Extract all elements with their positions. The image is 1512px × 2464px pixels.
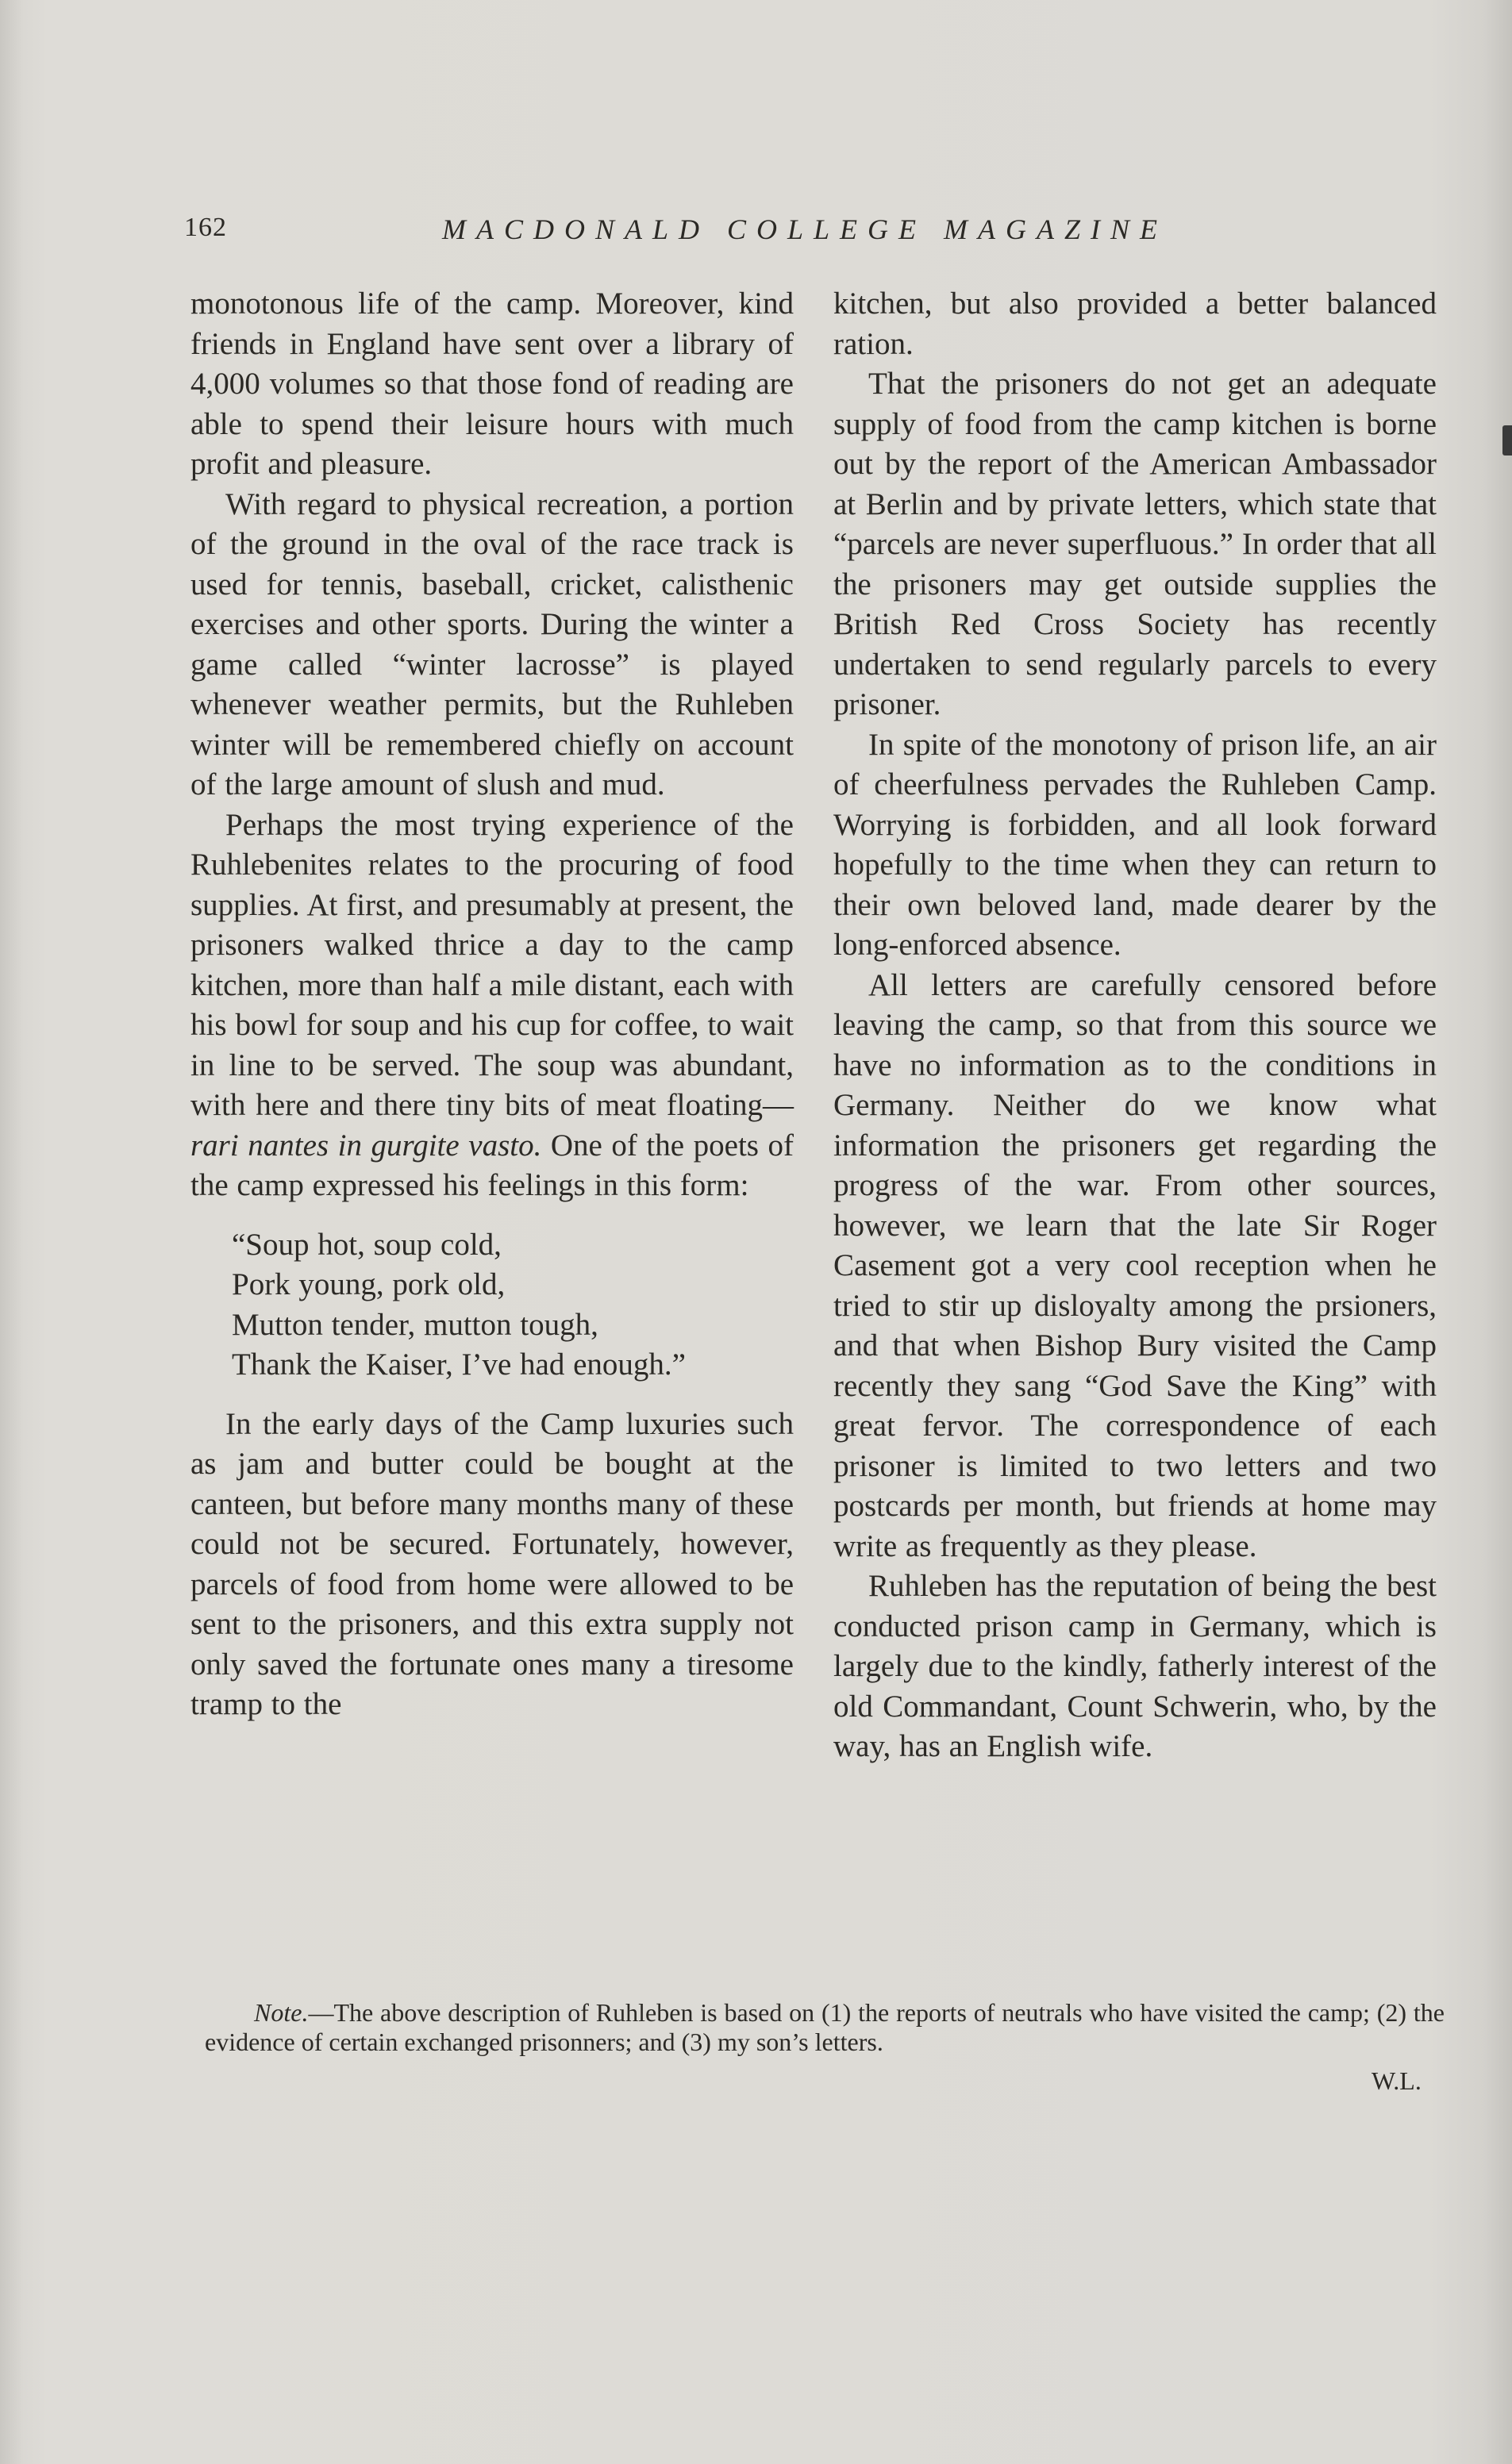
- right-paragraph-3: In spite of the monotony of prison life, an air of cheerfulness pervades the Ruhleben Camp. Worrying is forbidden, and all look forward hopefully to the time when they can return to their own beloved land, made dearer by the long-enforced absence.: [833, 727, 1437, 962]
- verse-line: Mutton tender, mutton tough,: [232, 1307, 598, 1342]
- right-paragraph-1: kitchen, but also provided a better balanced ration.: [833, 286, 1437, 361]
- left-paragraph-3-end: One of the poets of the camp expressed his feelings in this form:: [190, 1128, 794, 1202]
- page-header: [184, 213, 1208, 252]
- running-title: MACDONALD COLLEGE MAGAZINE: [442, 213, 1168, 245]
- page-edge-mark: [1502, 425, 1512, 456]
- left-column: [190, 284, 794, 1725]
- left-paragraph-2: With regard to physical recreation, a portion of the ground in the oval of the race track is used for tennis, baseball, cricket, calisthenic exercises and other sports. During the winter a game called “winter lacrosse” is played whenever weather permits, but the Ruhleben winter will be remembered chiefly on account of the large amount of slush and mud.: [190, 486, 794, 801]
- footnote: [205, 1998, 1445, 2057]
- verse-line: Thank the Kaiser, I’ve had enough.”: [232, 1347, 686, 1382]
- latin-quote: rari nantes in gurgite vasto.: [190, 1128, 542, 1163]
- footnote-text: —The above description of Ruhleben is based on (1) the reports of neutrals who have visited the camp; (2) the evidence of certain exchanged prisonners; and (3) my son’s letters.: [205, 1998, 1445, 2056]
- right-paragraph-5: Ruhleben has the reputation of being the best conducted prison camp in Germany, which is largely due to the kindly, fatherly interest of the old Commandant, Count Schwerin, who, by the way, has an English wife.: [833, 1569, 1437, 1763]
- right-column: [833, 284, 1437, 1767]
- left-paragraph-3-start: Perhaps the most trying experience of the Ruhlebenites relates to the procuring of food supplies. At first, and presumably at present, the prisoners walked thrice a day to the camp kitchen, more than half a mile distant, each with his bowl for soup and his cup for coffee, to wait in line to be served. The soup was abundant, with here and there tiny bits of meat floating—: [190, 807, 794, 1122]
- footnote-label: Note.: [254, 1998, 309, 2027]
- left-paragraph-3: [190, 805, 794, 1206]
- verse-line: “Soup hot, soup cold,: [232, 1227, 502, 1262]
- right-paragraph-2: That the prisoners do not get an adequate supply of food from the camp kitchen is borne out by the report of the American Ambassador at Berlin and by private letters, which state that “parcels are never superfluous.” In order that all the prisoners may get outside supplies the British Red Cross Society has recently undertaken to send regularly parcels to every prisoner.: [833, 367, 1437, 721]
- right-paragraph-4: All letters are carefully censored before leaving the camp, so that from this source we have no information as to the conditions in Germany. Neither do we know what information the prisoners get regarding the progress of the war. From other sources, however, we learn that the late Sir Roger Casement got a very cool reception when he tried to stir up disloyalty among the prsioners, and that when Bishop Bury visited the Camp recently they sang “God Save the King” with great fervor. The correspondence of each prisoner is limited to two letters and two postcards per month, but friends at home may write as frequently as they please.: [833, 967, 1437, 1563]
- left-paragraph-4: In the early days of the Camp luxuries such as jam and butter could be bought at the canteen, but before many months many of these could not be secured. Fortunately, however, parcels of food from home were allowed to be sent to the prisoners, and this extra supply not only saved the fortunate ones many a tiresome tramp to the: [190, 1406, 794, 1721]
- poem-verse: [232, 1225, 794, 1386]
- footnote-paragraph: [205, 1998, 1445, 2057]
- page-number: 162: [184, 213, 227, 242]
- left-paragraph-1: monotonous life of the camp. Moreover, kind friends in England have sent over a library of 4,000 volumes so that those fond of reading are able to spend their leisure hours with much profit and pleasure.: [190, 286, 794, 481]
- signature: W.L.: [1372, 2066, 1422, 2095]
- verse-line: Pork young, pork old,: [232, 1267, 506, 1301]
